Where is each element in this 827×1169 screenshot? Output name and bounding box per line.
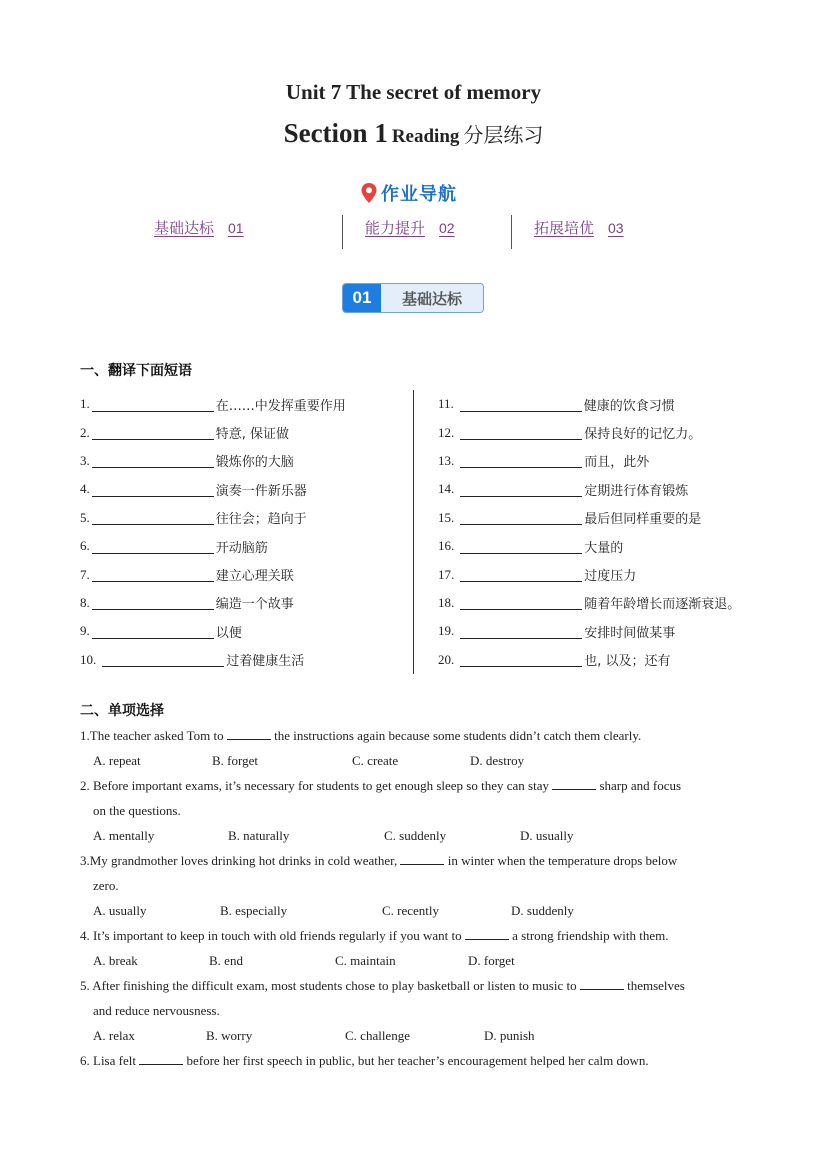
- answer-blank[interactable]: [227, 726, 271, 740]
- question-stem-b: sharp and focus: [596, 778, 682, 793]
- homework-nav-title: [360, 180, 470, 206]
- answer-blank[interactable]: [460, 453, 582, 468]
- phrase-text: 开动脑筋: [215, 540, 268, 556]
- answer-blank[interactable]: [460, 397, 582, 412]
- phrase-text: 往往会；趋向于: [215, 512, 307, 528]
- option-b[interactable]: B. especially: [220, 903, 288, 918]
- option-row: [80, 1023, 760, 1048]
- answer-blank[interactable]: [460, 425, 582, 440]
- answer-blank[interactable]: [92, 567, 214, 582]
- nav-link-extend[interactable]: [534, 217, 624, 238]
- answer-blank[interactable]: [460, 652, 582, 667]
- answer-blank[interactable]: [460, 539, 582, 554]
- option-a[interactable]: A. repeat: [93, 753, 141, 768]
- question-text-cont: and reduce nervousness.: [93, 1003, 220, 1018]
- answer-blank[interactable]: [552, 776, 596, 790]
- option-b[interactable]: B. naturally: [228, 828, 290, 843]
- option-b[interactable]: B. worry: [206, 1028, 253, 1043]
- question-stem-b: in winter when the temperature drops below: [444, 853, 678, 868]
- option-d[interactable]: D. forget: [468, 953, 515, 968]
- nav-link-label: 拓展培优: [534, 219, 595, 237]
- phrase-item: [80, 617, 346, 645]
- phrase-text: 大量的: [584, 540, 624, 556]
- phrase-item: [80, 560, 346, 588]
- answer-blank[interactable]: [580, 976, 624, 990]
- phrase-text: 最后但同样重要的是: [584, 512, 702, 528]
- option-row: [80, 748, 760, 773]
- question-stem-a: 2. Before important exams, it’s necessary for students to get enough sleep so they can stay: [80, 778, 553, 793]
- badge-number: 01: [343, 284, 381, 312]
- nav-divider: [511, 215, 512, 249]
- phrase-index: 19.: [438, 623, 455, 639]
- question-text: [80, 848, 760, 873]
- phrase-text: 随着年龄增长而逐渐衰退。: [584, 597, 741, 613]
- practice-label: 分层练习: [463, 123, 544, 147]
- section-label: Section 1: [283, 118, 388, 148]
- phrase-text: 以便: [215, 625, 242, 641]
- phrase-item: [438, 390, 740, 418]
- question-stem-b: the instructions again because some students didn’t catch them clearly.: [270, 728, 642, 743]
- question-stem-a: 3.My grandmother loves drinking hot drinks in cold weather,: [80, 853, 401, 868]
- option-b[interactable]: B. forget: [212, 753, 258, 768]
- option-b[interactable]: B. end: [209, 953, 243, 968]
- phrase-index: 20.: [438, 651, 455, 667]
- nav-link-basic[interactable]: [154, 217, 244, 238]
- badge-label: 基础达标: [381, 284, 483, 312]
- phrase-index: 4.: [80, 481, 90, 497]
- option-c[interactable]: C. suddenly: [384, 828, 447, 843]
- answer-blank[interactable]: [460, 567, 582, 582]
- option-c[interactable]: C. challenge: [345, 1028, 410, 1043]
- answer-blank[interactable]: [102, 652, 224, 667]
- answer-blank[interactable]: [92, 397, 214, 412]
- phrase-text: 健康的饮食习惯: [583, 398, 675, 414]
- answer-blank[interactable]: [92, 595, 214, 610]
- answer-blank[interactable]: [139, 1051, 183, 1065]
- phrase-text: 过度压力: [584, 569, 637, 585]
- question-stem-a: 6. Lisa felt: [80, 1053, 140, 1068]
- phrase-text: 保持良好的记忆力。: [584, 427, 702, 443]
- question-stem-a: 4. It’s important to keep in touch with old friends regularly if you want to: [80, 928, 465, 943]
- option-row: [80, 948, 760, 973]
- section-title: [0, 118, 827, 149]
- answer-blank[interactable]: [460, 595, 582, 610]
- phrase-text: 过着健康生活: [226, 654, 305, 670]
- answer-blank[interactable]: [92, 624, 214, 639]
- phrase-index: 1.: [80, 396, 90, 412]
- phrase-item: [438, 418, 740, 446]
- mc-question: [80, 1048, 760, 1073]
- option-row: [80, 898, 760, 923]
- phrase-index: 9.: [80, 623, 90, 639]
- nav-link-advance[interactable]: [365, 217, 455, 238]
- question-text: [80, 773, 760, 798]
- phrase-item: [438, 447, 740, 475]
- answer-blank[interactable]: [400, 851, 444, 865]
- phrase-index: 10.: [80, 651, 97, 667]
- phrase-list-right: [438, 390, 740, 674]
- location-pin-icon: [360, 182, 378, 204]
- column-divider: [413, 390, 414, 674]
- section-badge: [342, 283, 484, 313]
- phrase-text: 演奏一件新乐器: [215, 483, 307, 499]
- answer-blank[interactable]: [92, 539, 214, 554]
- nav-link-label: 基础达标: [154, 219, 215, 237]
- nav-link-num: 01: [228, 220, 244, 236]
- nav-link-num: 02: [439, 220, 455, 236]
- phrase-item: [80, 532, 346, 560]
- answer-blank[interactable]: [92, 425, 214, 440]
- answer-blank[interactable]: [460, 510, 582, 525]
- phrase-text: 建立心理关联: [215, 569, 294, 585]
- phrase-item: [80, 418, 346, 446]
- unit-title: Unit 7 The secret of memory: [285, 80, 542, 104]
- phrase-item: [438, 589, 740, 617]
- question-stem-a: 1.The teacher asked Tom to: [80, 728, 227, 743]
- phrase-index: 12.: [438, 424, 455, 440]
- phrase-index: 16.: [438, 538, 455, 554]
- option-d[interactable]: D. destroy: [470, 753, 525, 768]
- phrase-item: [80, 475, 346, 503]
- phrase-index: 13.: [438, 452, 455, 468]
- question-text: [80, 1048, 760, 1073]
- phrase-index: 15.: [438, 509, 455, 525]
- option-a[interactable]: A. break: [93, 953, 138, 968]
- phrase-index: 18.: [438, 594, 455, 610]
- answer-blank[interactable]: [465, 926, 509, 940]
- phrase-text: 而且，此外: [584, 455, 650, 471]
- phrase-index: 14.: [438, 481, 455, 497]
- phrase-index: 17.: [438, 566, 455, 582]
- answer-blank[interactable]: [92, 482, 214, 497]
- phrase-text: 定期进行体育锻炼: [584, 483, 689, 499]
- phrase-index: 2.: [80, 424, 90, 440]
- phrase-item: [80, 447, 346, 475]
- answer-blank[interactable]: [460, 624, 582, 639]
- mc-question-list: [80, 723, 760, 1073]
- question-text: [80, 723, 760, 748]
- nav-link-num: 03: [608, 220, 624, 236]
- phrase-text: 安排时间做某事: [584, 625, 676, 641]
- mc-question: [80, 923, 760, 973]
- question-stem-b: a strong friendship with them.: [508, 928, 669, 943]
- mc-question: [80, 973, 760, 1048]
- option-a[interactable]: A. usually: [93, 903, 147, 918]
- phrase-item: [80, 390, 346, 418]
- option-row: [80, 823, 760, 848]
- option-d[interactable]: D. usually: [520, 828, 574, 843]
- answer-blank[interactable]: [92, 510, 214, 525]
- question-stem-b: before her first speech in public, but her teacher’s encouragement helped her calm down.: [183, 1053, 649, 1068]
- reading-label: Reading: [391, 126, 460, 147]
- question-text-cont: zero.: [93, 878, 119, 893]
- option-d[interactable]: D. suddenly: [511, 903, 574, 918]
- option-c[interactable]: C. create: [352, 753, 399, 768]
- section1-heading: 一、翻译下面短语: [80, 363, 192, 379]
- question-text: [80, 973, 760, 998]
- option-a[interactable]: A. mentally: [93, 828, 155, 843]
- phrase-index: 7.: [80, 566, 90, 582]
- phrase-item: [438, 504, 740, 532]
- nav-title-text: 作业导航: [381, 184, 457, 205]
- answer-blank[interactable]: [92, 453, 214, 468]
- mc-question: [80, 848, 760, 923]
- phrase-index: 11.: [438, 396, 454, 412]
- phrase-item: [80, 646, 346, 674]
- phrase-index: 5.: [80, 509, 90, 525]
- phrase-text: 锻炼你的大脑: [215, 455, 294, 471]
- nav-link-label: 能力提升: [365, 219, 426, 237]
- question-text-cont: on the questions.: [93, 803, 181, 818]
- section2-heading: 二、单项选择: [80, 703, 164, 719]
- phrase-item: [438, 617, 740, 645]
- option-c[interactable]: C. recently: [382, 903, 440, 918]
- question-stem-b: themselves: [623, 978, 685, 993]
- phrase-text: 也, 以及；还有: [584, 654, 671, 670]
- question-text: [80, 923, 760, 948]
- nav-divider: [342, 215, 343, 249]
- option-c[interactable]: C. maintain: [335, 953, 396, 968]
- question-stem-a: 5. After finishing the difficult exam, most students chose to play basketball or listen to music to: [80, 978, 580, 993]
- phrase-index: 3.: [80, 452, 90, 468]
- option-a[interactable]: A. relax: [93, 1028, 135, 1043]
- phrase-item: [438, 560, 740, 588]
- option-d[interactable]: D. punish: [484, 1028, 535, 1043]
- phrase-index: 6.: [80, 538, 90, 554]
- phrase-item: [438, 475, 740, 503]
- phrase-index: 8.: [80, 594, 90, 610]
- phrase-item: [80, 589, 346, 617]
- mc-question: [80, 773, 760, 848]
- mc-question: [80, 723, 760, 773]
- phrase-list-left: [80, 390, 346, 674]
- phrase-item: [80, 504, 346, 532]
- phrase-text: 特意, 保证做: [215, 427, 290, 443]
- phrase-text: 在……中发挥重要作用: [215, 398, 346, 414]
- answer-blank[interactable]: [460, 482, 582, 497]
- phrase-item: [438, 532, 740, 560]
- phrase-item: [438, 646, 740, 674]
- phrase-text: 编造一个故事: [215, 597, 294, 613]
